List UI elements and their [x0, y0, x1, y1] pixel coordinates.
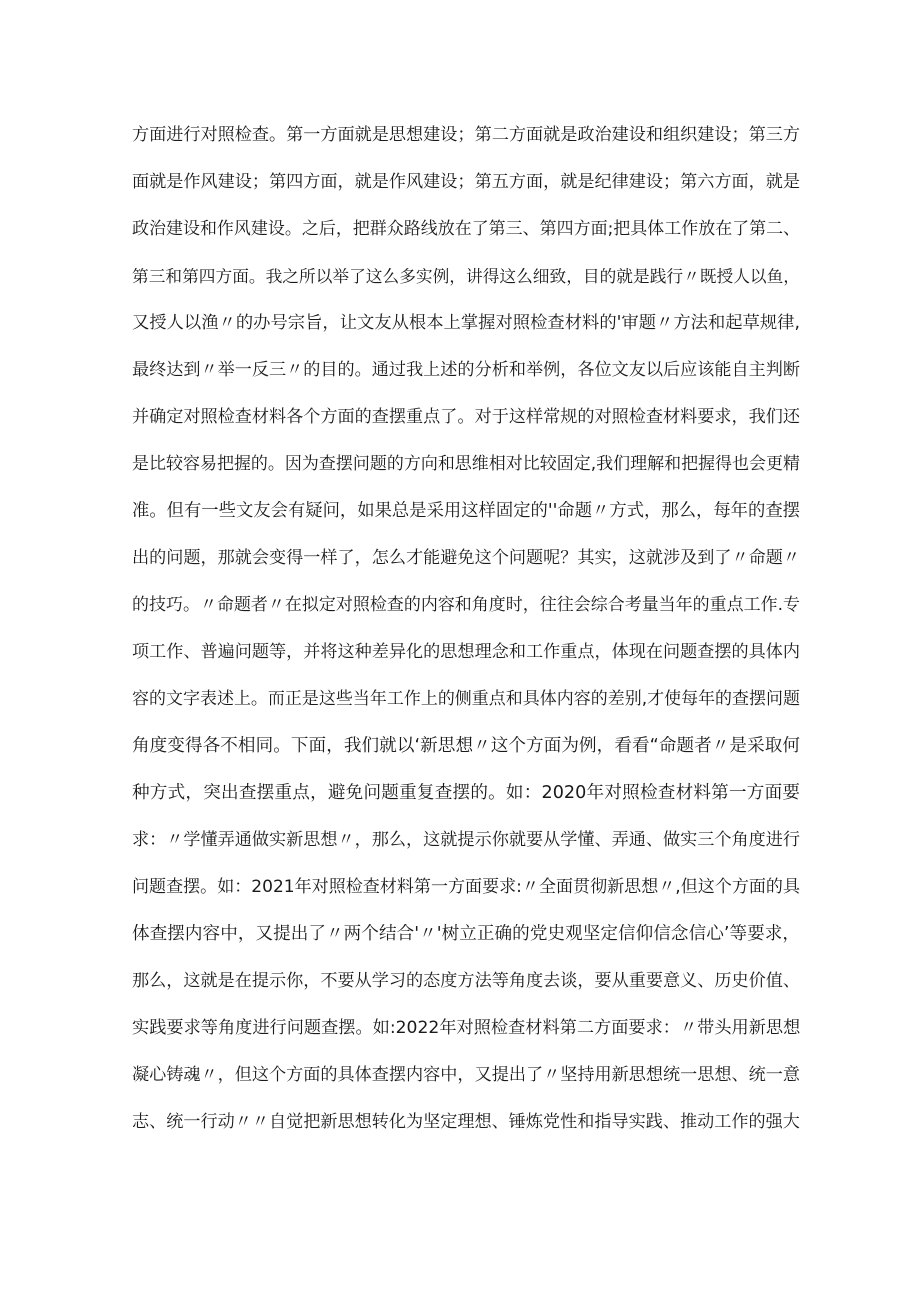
text-line-4: 第三和第四方面。我之所以举了这么多实例，讲得这么细致，目的就是践行〃既授人以鱼， [132, 266, 800, 286]
text-line-7: 并确定对照检查材料各个方面的查摆重点了。对于这样常规的对照检查材料要求，我们还 [132, 407, 800, 427]
text-line-20: 实践要求等角度进行问题查摆。如:2022年对照检查材料第二方面要求：〃带头用新思想 [132, 1018, 801, 1038]
text-line-6: 最终达到〃举一反三〃的目的。通过我上述的分析和举例，各位文友以后应该能自主判断 [132, 360, 800, 380]
text-line-21: 凝心铸魂〃，但这个方面的具体查摆内容中，又提出了〃坚持用新思想统一思想、统一意 [132, 1065, 800, 1085]
text-line-18: 体查摆内容中，又提出了〃两个结合'〃'树立正确的党史观坚定信仰信念信心’等要求， [132, 924, 800, 944]
text-line-15: 种方式，突出查摆重点，避免问题重复查摆的。如：2020年对照检查材料第一方面要 [132, 783, 800, 803]
text-line-10: 出的问题，那就会变得一样了，怎么才能避免这个问题呢？其实，这就涉及到了〃命题〃 [132, 548, 800, 568]
text-line-19: 那么，这就是在提示你，不要从学习的态度方法等角度去谈，要从重要意义、历史价值、 [132, 971, 800, 991]
text-line-16: 求：〃学懂弄通做实新思想〃，那么，这就提示你就要从学懂、弄通、做实三个角度进行 [132, 830, 800, 850]
body-paragraph [132, 112, 800, 1146]
text-line-3: 政治建设和作风建设。之后，把群众路线放在了第三、第四方面;把具体工作放在了第二、 [132, 219, 801, 239]
text-line-13: 容的文字表述上。而正是这些当年工作上的侧重点和具体内容的差别,才使每年的查摆问题 [132, 689, 800, 709]
text-line-5: 又授人以渔〃的办号宗旨，让文友从根本上掌握对照检查材料的'审题〃方法和起草规律, [132, 313, 800, 333]
text-line-8: 是比较容易把握的。因为查摆问题的方向和思维相对比较固定,我们理解和把握得也会更精 [132, 454, 800, 474]
text-line-9: 准。但有一些文友会有疑问，如果总是采用这样固定的''命题〃方式，那么，每年的查摆 [132, 501, 800, 521]
text-line-22: 志、统一行动〃〃自觉把新思想转化为坚定理想、锤炼党性和指导实践、推动工作的强大 [132, 1112, 800, 1132]
text-line-2: 面就是作风建设；第四方面，就是作风建设；第五方面，就是纪律建设；第六方面，就是 [132, 172, 800, 192]
text-line-1: 方面进行对照检查。第一方面就是思想建设；第二方面就是政治建设和组织建设；第三方 [132, 125, 800, 145]
text-line-14: 角度变得各不相同。下面，我们就以‘新思想〃这个方面为例，看看“命题者〃是采取何 [132, 736, 800, 756]
text-line-12: 项工作、普遍问题等，并将这种差异化的思想理念和工作重点，体现在问题查摆的具体内 [132, 642, 800, 662]
text-line-17: 问题查摆。如：2021年对照检查材料第一方面要求:〃全面贯彻新思想〃,但这个方面的具 [132, 877, 800, 897]
text-line-11: 的技巧。〃命题者〃在拟定对照检查的内容和角度时，往往会综合考量当年的重点工作.专 [132, 595, 800, 615]
